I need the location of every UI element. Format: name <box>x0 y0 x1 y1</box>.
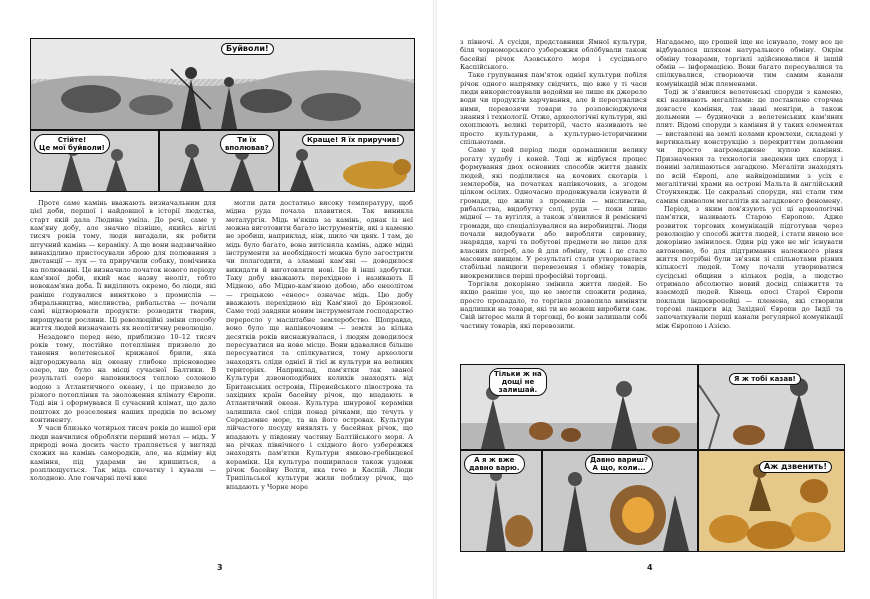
paragraph: Таке групування пам'яток однієї культури побіля річок одного напрямку свідчить, що вже у ті часи люди використовували водойми не лише як джерело води чи продуктів харчування, але й пересувалися ними, перевозячи товари та розповсюджуючи знання і технології. Отже, археологічні культури, які охоплюють великі території, часто називають не просто культурами, а культурно-історичними спільнотами. <box>460 71 647 147</box>
page-3 <box>0 0 433 599</box>
comic-panel-pottery-2 <box>698 364 845 450</box>
speech-bubble: Я ж тобі казав! <box>729 373 801 385</box>
speech-bubble: Тільки ж на дощі не залишай. <box>489 368 547 396</box>
paragraph: могли дати достатньо високу температуру, щоб мідна руда почала плавитися. Так виникла металургія. Мідь м'якша за камінь, однак із неї можна виготовити багато інструментів, які з каменю не зробиш, наприклад, ніж, шило чи цвях. І там, де мідь було багато, вона витісняла камінь, адже мідні інструменти за необхідності можна було загострити чи полагодити, а зламані кам'яні — доводилося викидати й виготовляти нові. Це й інші здобутки. Таку добу вважають перехідною і називають її Мідною, або Мідно-кам'яною добою, або енеолітом — грецькою «енеос» означає мідь. Цю добу вважають перехідною від Кам'яної до Бронзової. Саме тоді завдяки новим інструментам господарство переросло у масштабне землеробство. Щоправда, воно було ще напівкочовим — земля за кілька десятків років виснажувалася, і людям доводилося пересуватися на нове місце. Вони вдавалися більше пересуватися та спілкуватися, тому археологи знаходять сліди однієї й тієї ж культури на великих територіях. Наприклад, пам'ятки так званої Культури дзвоноподібних келихів знаходять від Британських островів, Піренейського півострова та західних країн басейну річок, що впадають в Атлантичний океан. Культура шнурової кераміки залишила свої сліди понад річками, що течуть у Середземне море, та на його островах. Культури лійчастого посуду виявлять у басейнах річок, що впадають у південну частину Балтійського моря. А на річках північного і східного його узбережжя знаходять пам'ятки Культури ямково-гребінцевої кераміки. Ця культура поширилася також уздовж річок басейну Волги, яка тече в Каспій. Люди Трипільської культури жили поблизу річок, що впадають у Чорне море <box>226 199 413 491</box>
paragraph: У часи близько чотирьох тисяч років до нашої ери люди навчилися обробляти перший метал — мідь. У природі вона досить часто трапляється у вигляді схожих на камінь самородків, але, на відміну від каміння, під ударами не кришиться, а розплющується. Так мідь спочатку і кували — холодною. Але гончарні печі вже <box>30 424 216 483</box>
comic-panel-hunt <box>30 38 415 130</box>
comic-panel-tamer-1 <box>30 130 159 192</box>
paragraph: Саме у цей період люди одомашнили велику рогату худобу і коней. Тоді ж відбувся процес формування двох основних способів життя давніх людей, які поділилися на кочових скотарів і землеробів, на початках напівкочових, а згодом цілком осілих. Одночасно продовжували існувати й громади, що жили з промислів — мисливства, рибальства, видобутку солі, руди — поки лише мідної — та вугілля, а також з'явилися й ремісничі громади, що спеціалізувалися на виробництві. Люди почали видобувати або виробляти сировину, знаряддя, харчі та побутові предмети не лише для власних потреб, але й для обміну, тож і це стало масовим явищем. У результаті стали утворюватися стабільні ланцюги перевезення і обміну товарів, виокремилися перші професійні торговці. <box>460 146 647 280</box>
speech-bubble: Аж дзвенить! <box>759 461 832 473</box>
page-number: 3 <box>217 563 223 572</box>
paragraph: Тоді ж з'явилися велетенські споруди з каменю, які називають мегалітами: це поставлене сторчма довгасте каміння, так звані менгіри, а також дольмени — будиночки з велетенських кам'яних плит. Відомі споруди з каміння й у таких елементах — виставлені на землі колами кромлехи, складені у вертикальну конструкцію з перекриттям дольмени чи просто нагромаджене купою каміння. Призначення та технологія зведення цих споруд і понині залишаються загадкою. Мегаліти знаходять по всій Європі, але найвідомішими з усіх є мегалітичні храми на острові Мальта й англійський Стоунхендж. Це сакральні споруди, які стали тим самим символом мегалітів як загадкового феномену. <box>656 88 843 205</box>
comic-panel-pottery-4 <box>542 450 698 552</box>
text-column-right <box>226 199 413 549</box>
paragraph: Нагадаємо, що грошей іще не існувало, тому все це відбувалося шляхом натурального обміну. Окрім обміну товарами, торгівлі здійснювалися й іншій обмін — інформацією. Вони багато пересувалися та спілкувалися, створюючи тим самим канали комунікацій між племенами. <box>656 38 843 88</box>
text-column-right <box>656 38 843 358</box>
paragraph: з півночі. А сусіди, представники Ямної культури, біля чорноморського узбережжя обло́бували також басейні річок Азовського моря і сусіднього Каспійського. <box>460 38 647 72</box>
page-4 <box>437 0 870 599</box>
speech-bubble: Стійте! Це мої буйволи! <box>34 134 110 154</box>
paragraph: Проте саме камінь вважають визначальним для цієї доби, першої і найдовшої в історії людства, старт якій дала Людина умі́ла. До речі, саме у кам'яну добу, але значно пізніше, якийсь вігілі тисяч років тому, люди вигадали, як робити штучний камінь — кераміку. А ще вони надзвичайно винахідливо пристосували зброю для полювання з дистанції — лук — та приручили собаку, помічника на полюванні. Це визначило початок нового періоду кам'яної доби, який має назву неоліт, тобто новокам'яна доба. Її виділяють окремо, бо люди, які раніше годувалися винятково з промислів — збиральництва, мисливства, рибальства — почали самі відтворювати продукти: розводити тварин, вирощувати рослини. Ці революційні зміни способу життя людей визначають як неолітичну революцію. <box>30 199 216 333</box>
paragraph: Період, з яким пов'язують усі ці археологічні пам'ятки, називають Старою Європою. Адже розвиток торгових комунікацій підготував через революцію у способі життя людей, і стати явною все докорінно змінилося. Один рід уже не міг існувати автономно, бо для підтримання належного рівня життя потрібні були зв'язки зі спільнотами різних кількості людей. Тому почали утворюватися сусідські общини з кількох родів, а людство отримало абсолютно новий досвід співжиття та взаємодії людей. Кінець епосі Старої Європи поклали індоєвропейці — племена, які створили торгові ланцюги від Західної Європи до Індії та започаткували перші канали регулярної комунікації між Європою і Азією. <box>656 204 843 330</box>
speech-bubble: Давно вариш? А що, коли... <box>585 454 653 474</box>
speech-bubble: А я ж вже давно варю. <box>464 454 525 474</box>
text-column-left <box>460 38 647 358</box>
paragraph: Торгівля докорінно змінила життя людей. Бо якщо раніше усе, що не змогли спожити родина, просто пропадало, то торгівля дозволила виміняти надлишки на товари, які ти не можеш виробити сам. Свій інтерес мали й торговці, бо вони залишали собі частину товарів, які перевозили. <box>460 279 647 330</box>
comic-panel-tamer-2 <box>159 130 279 192</box>
page-number: 4 <box>647 563 653 572</box>
comic-panel-pottery-1 <box>460 364 698 450</box>
speech-bubble: Краще! Я їх приручив! <box>302 134 404 146</box>
comic-panel-tamer-3 <box>279 130 415 192</box>
comic-panel-pottery-3 <box>460 450 542 552</box>
speech-bubble: Буйволи! <box>221 43 274 55</box>
text-column-left <box>30 199 216 549</box>
speech-bubble: Ти їх вполював? <box>220 134 274 154</box>
paragraph: Незадовго перед нею, приблизно 10–12 тисяч років тому, постійне потепління призвело до танення велетенської крижаної брили, яка відгороджувала від океану глибоке прісноводне озеро, що було на місці сучасної Балтики. В результаті озеро наповнилося теплою солоною водою з Атлантичного океану, і це призвело до різкого потепління та зволоження клімату Європи. Тоді він і сформувався її сучасний клімат, що дало поштовх до розселення наших предків по всьому континенту. <box>30 332 216 424</box>
comic-panel-pottery-5 <box>698 450 845 552</box>
